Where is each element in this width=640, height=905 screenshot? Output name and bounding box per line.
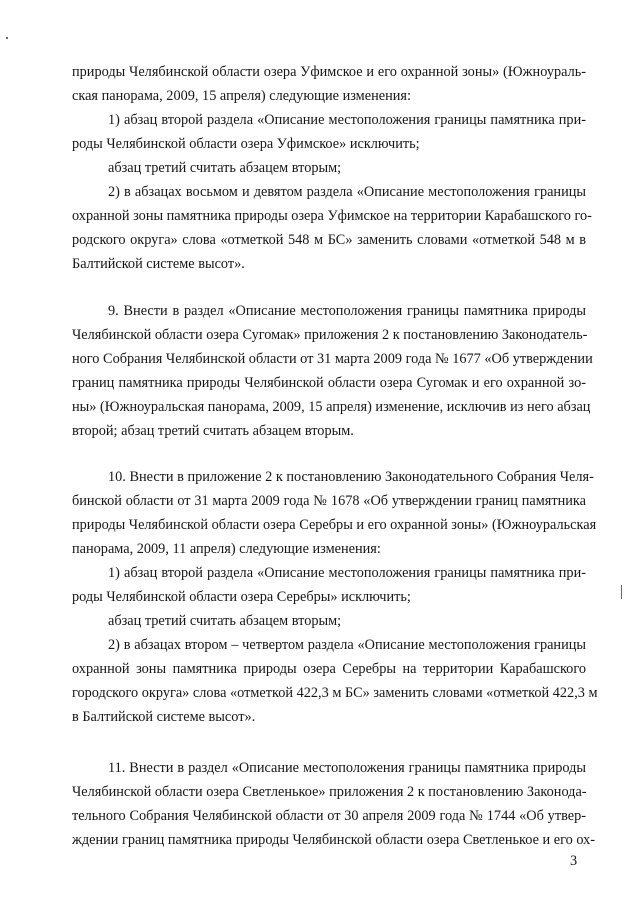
text-line: 9. Внести в раздел «Описание местоположения границы памятника природы [108,303,586,319]
text-line: Челябинской области озера Светленькое» приложения 2 к постановлению Законода- [72,784,587,800]
text-line: в Балтийской системе высот». [72,709,256,725]
text-line: охранной зоны памятника природы озера Уфимское на территории Карабашского го- [72,208,592,224]
text-line: городского округа» слова «отметкой 422,3 м БС» заменить словами «отметкой 422,3 м [72,685,598,701]
text-line: роды Челябинской области озера Серебры» исключить; [72,589,411,605]
text-line: 2) в абзацах восьмом и девятом раздела «Описание местоположения границы [108,184,586,200]
text-line: природы Челябинской области озера Уфимское и его охранной зоны» (Южноураль- [72,64,586,80]
text-line: Балтийской системе высот». [72,256,245,272]
corner-speck [6,37,8,39]
text-line: 2) в абзацах втором – четвертом раздела «Описание местоположения границы [108,637,586,653]
text-line: абзац третий считать абзацем вторым; [108,613,342,629]
text-line: Челябинской области озера Сугомак» приложения 2 к постановлению Законодатель- [72,327,588,343]
text-line: 1) абзац второй раздела «Описание местоположения границы памятника при- [108,112,586,128]
text-line: абзац третий считать абзацем вторым; [108,160,342,176]
text-line: природы Челябинской области озера Серебры и его охранной зоны» (Южноуральская [72,517,597,533]
text-line: 10. Внести в приложение 2 к постановлению Законодательного Собрания Челя- [108,469,594,485]
text-line: 11. Внести в раздел «Описание местоположения границы памятника природы [108,760,586,776]
text-line: ская панорама, 2009, 15 апреля) следующие изменения: [72,88,411,104]
text-line: второй; абзац третий считать абзацем вторым. [72,423,354,439]
text-line: панорама, 2009, 11 апреля) следующие изменения: [72,541,381,557]
text-line: ного Собрания Челябинской области от 31 марта 2009 года № 1677 «Об утверждении [72,351,593,367]
text-line: родского округа» слова «отметкой 548 м БС» заменить словами «отметкой 548 м в [72,232,586,248]
page-number: 3 [570,853,578,869]
margin-scan-mark [621,585,622,599]
text-line: бинской области от 31 марта 2009 года № 1678 «Об утверждении границ памятника [72,493,586,509]
text-line: ны» (Южноуральская панорама, 2009, 15 апреля) изменение, исключив из него абзац [72,399,591,415]
text-line: охранной зоны памятника природы озера Серебры на территории Карабашского [72,661,586,677]
text-line: роды Челябинской области озера Уфимское» исключить; [72,136,420,152]
text-line: границ памятника природы Челябинской области озера Сугомак и его охранной зо- [72,375,586,391]
text-line: тельного Собрания Челябинской области от 30 апреля 2009 года № 1744 «Об утвер- [72,808,586,824]
text-line: 1) абзац второй раздела «Описание местоположения границы памятника при- [108,565,586,581]
text-line: ждении границ памятника природы Челябинской области озера Светленькое и его ох- [72,832,596,848]
